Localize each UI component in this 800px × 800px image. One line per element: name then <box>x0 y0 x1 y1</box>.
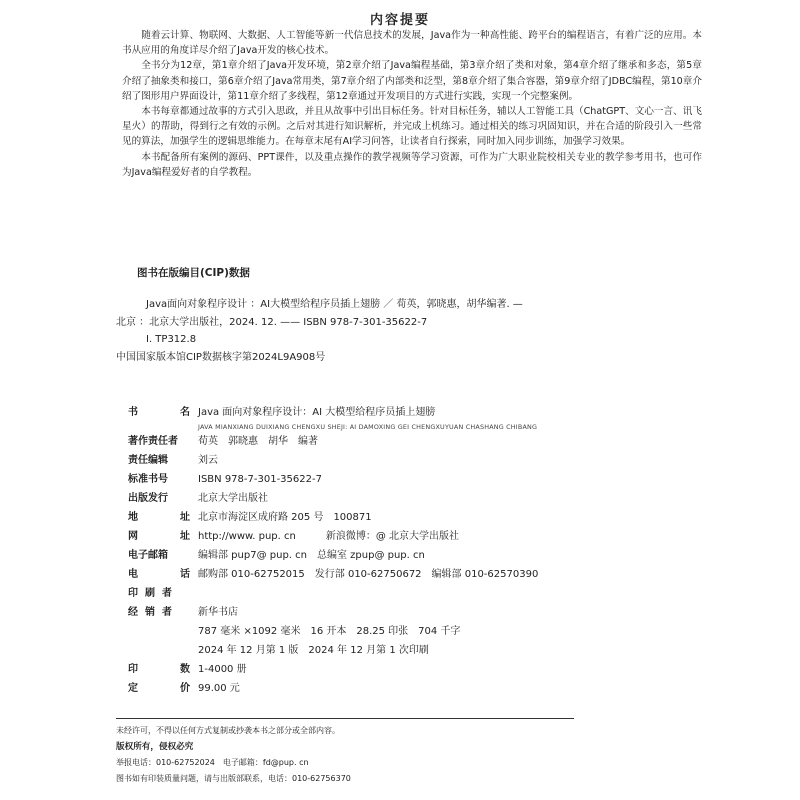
footer-block <box>116 723 676 787</box>
info-label-spec-blank <box>128 622 190 641</box>
footer-rights: 版权所有，侵权必究 <box>116 742 194 752</box>
info-label-address: 地 址 <box>128 512 190 523</box>
cip-line-publisher: 北京 ：北京大学出版社，2024. 12. —— ISBN 978-7-301-35622-7 <box>116 316 428 328</box>
info-label-editor: 责任编辑 <box>128 455 168 466</box>
summary-paragraph-3: 本书每章都通过故事的方式引入思政，并且从故事中引出目标任务。针对目标任务，辅以人工智能工具（ChatGPT、文心一言、讯飞星火）的帮助，得到行之有效的示例。之后对其进行知识解析，并完成上机练习。通过相关的练习巩固知识，并在合适的阶段引入一些常见的算法，加强学生的逻辑思维能力。在每章末尾有AI学习问答，让读者自行探索，同时加入同步训练，加强学习效果。 <box>122 106 702 148</box>
summary-paragraph-2: 全书分为12章，第1章介绍了Java开发环境，第2章介绍了Java编程基础，第3章介绍了类和对象，第4章介绍了继承和多态，第5章介绍了抽象类和接口，第6章介绍了Java常用类，第7章介绍了内部类和泛型，第8章介绍了集合容器，第9章介绍了JDBC编程，第10章介绍了图形用户界面设计，第11章介绍了多线程，第12章通过开发项目的方式进行实践，实现一个完整案例。 <box>122 60 702 102</box>
info-value-distributor: 新华书店 <box>198 607 238 618</box>
info-label-isbn: 标准书号 <box>128 474 168 485</box>
info-value-pinyin: JAVA MIANXIANG DUIXIANG CHENGXU SHEJI: AI DAMOXING GEI CHENGXUYUAN CHASHANG CHIBANG <box>198 423 538 431</box>
info-row-pinyin <box>128 422 688 432</box>
info-value-email: 编辑部 pup7@ pup. cn 总编室 zpup@ pup. cn <box>198 550 425 561</box>
info-value-website: http://www. pup. cn 新浪微博：@ 北京大学出版社 <box>198 531 460 542</box>
info-value-print-run: 1-4000 册 <box>198 664 247 675</box>
cip-heading: 图书在版编目(CIP)数据 <box>137 267 250 279</box>
info-label-distributor: 经销者 <box>128 607 179 618</box>
footer-report: 举报电话：010-62752024 电子邮箱：fd@pup. cn <box>116 758 309 767</box>
info-row-address <box>128 508 688 527</box>
info-row-authors <box>128 432 688 451</box>
footer-notice: 未经许可，不得以任何方式复制或抄袭本书之部分或全部内容。 <box>116 726 340 735</box>
footer-divider <box>116 718 574 719</box>
cip-line-classification: Ⅰ. TP312.8 <box>146 334 197 345</box>
info-label-price: 定 价 <box>128 683 190 694</box>
info-label-email: 电子邮箱 <box>128 550 168 561</box>
info-label-website: 网 址 <box>128 531 190 542</box>
info-label-phone: 电 话 <box>128 569 190 580</box>
info-value-publisher: 北京大学出版社 <box>198 493 268 504</box>
info-label-authors: 著作责任者 <box>128 436 178 447</box>
summary-paragraph-4: 本书配备所有案例的源码、PPT课件，以及重点操作的教学视频等学习资源，可作为广大职业院校相关专业的教学参考用书，也可作为Java编程爱好者的自学教程。 <box>122 151 702 178</box>
info-row-printer <box>128 584 688 603</box>
info-row-email <box>128 546 688 565</box>
info-value-editor: 刘云 <box>198 455 218 466</box>
info-row-editor <box>128 451 688 470</box>
info-row-website <box>128 527 688 546</box>
cip-line-title: Java面向对象程序设计 ：AI大模型给程序员插上翅膀 ／ 荀英，郭晓惠，胡华编著. — <box>146 299 523 310</box>
info-label-printer: 印刷者 <box>128 588 179 599</box>
cip-line-number: 中国国家版本馆CIP数据核字第2024L9A908号 <box>116 351 326 363</box>
info-label-publisher: 出版发行 <box>128 493 168 504</box>
summary-title: 内容提要 <box>369 13 430 28</box>
info-row-phone <box>128 565 688 584</box>
info-row-isbn <box>128 470 688 489</box>
cip-block <box>116 296 676 366</box>
info-row-publisher <box>128 489 688 508</box>
info-label-print-run: 印 数 <box>128 664 190 675</box>
publication-info <box>128 403 688 698</box>
footer-quality: 图书如有印装质量问题，请与出版部联系，电话：010-62756370 <box>116 774 351 783</box>
info-value-isbn: ISBN 978-7-301-35622-7 <box>198 474 322 485</box>
summary-body <box>122 28 702 180</box>
info-value-title: Java 面向对象程序设计：AI 大模型给程序员插上翅膀 <box>198 407 436 418</box>
info-row-title <box>128 403 688 422</box>
info-value-edition: 2024 年 12 月第 1 版 2024 年 12 月第 1 次印刷 <box>198 645 429 656</box>
info-label-edition-blank <box>128 641 190 660</box>
info-value-address: 北京市海淀区成府路 205 号 100871 <box>198 512 372 523</box>
info-value-authors: 荀英 郭晓惠 胡华 编著 <box>198 436 318 447</box>
info-value-price: 99.00 元 <box>198 683 240 694</box>
info-row-spec <box>128 622 688 641</box>
info-row-price <box>128 679 688 698</box>
info-row-distributor <box>128 603 688 622</box>
info-value-spec: 787 毫米 ×1092 毫米 16 开本 28.25 印张 704 千字 <box>198 626 461 637</box>
info-label-title: 书 名 <box>128 407 190 418</box>
info-row-edition <box>128 641 688 660</box>
info-value-phone: 邮购部 010-62752015 发行部 010-62750672 编辑部 010-62570390 <box>198 569 539 580</box>
summary-paragraph-1: 随着云计算、物联网、大数据、人工智能等新一代信息技术的发展，Java作为一种高性能、跨平台的编程语言，有着广泛的应用。本书从应用的角度详尽介绍了Java开发的核心技术。 <box>122 30 702 57</box>
info-row-print-run <box>128 660 688 679</box>
